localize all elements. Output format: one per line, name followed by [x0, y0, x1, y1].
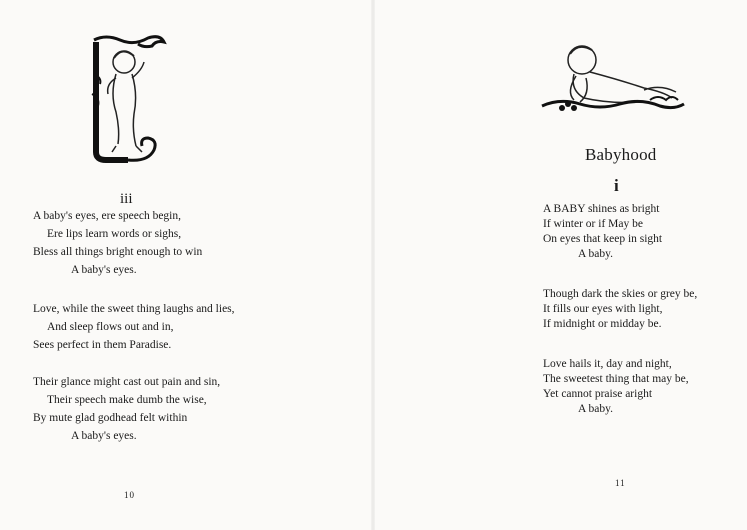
poem-line: A baby.	[578, 403, 614, 415]
section-numeral: i	[614, 176, 619, 195]
poem-line: If midnight or midday be.	[543, 318, 662, 330]
poem-line: A baby's eyes.	[71, 430, 137, 442]
poem-line: If winter or if May be	[543, 218, 643, 230]
poem-line: Love, while the sweet thing laughs and lies,	[33, 303, 235, 315]
poem-line: On eyes that keep in sight	[543, 233, 663, 245]
reclining-baby-illustration	[540, 36, 686, 116]
poem-line: A baby's eyes.	[71, 264, 137, 276]
poem-line: Bless all things bright enough to win	[33, 246, 203, 258]
poem-line: And sleep flows out and in,	[47, 321, 174, 333]
poem-line: By mute glad godhead felt within	[33, 412, 188, 424]
poem-line: Though dark the skies or grey be,	[543, 288, 698, 300]
page-number: 10	[124, 490, 135, 500]
poem-line: A BABY shines as bright	[543, 203, 660, 215]
poem-line: Their speech make dumb the wise,	[47, 394, 207, 406]
poem-line: Sees perfect in them Paradise.	[33, 339, 172, 351]
poem-line: A baby's eyes, ere speech begin,	[33, 210, 182, 222]
poem-line: Their glance might cast out pain and sin,	[33, 376, 221, 388]
poem-line: The sweetest thing that may be,	[543, 373, 689, 385]
poem-line: Yet cannot praise aright	[543, 388, 653, 400]
poem-line: It fills our eyes with light,	[543, 303, 663, 315]
poem-line: Ere lips learn words or sighs,	[47, 228, 182, 240]
poem-line: Love hails it, day and night,	[543, 358, 672, 370]
poem-line: A baby.	[578, 248, 614, 260]
illuminated-initial-illustration	[86, 34, 168, 164]
right-page	[373, 0, 747, 530]
left-page	[0, 0, 373, 530]
poem-title: Babyhood	[585, 145, 657, 164]
page-number: 11	[615, 478, 626, 488]
section-numeral: iii	[120, 191, 133, 207]
